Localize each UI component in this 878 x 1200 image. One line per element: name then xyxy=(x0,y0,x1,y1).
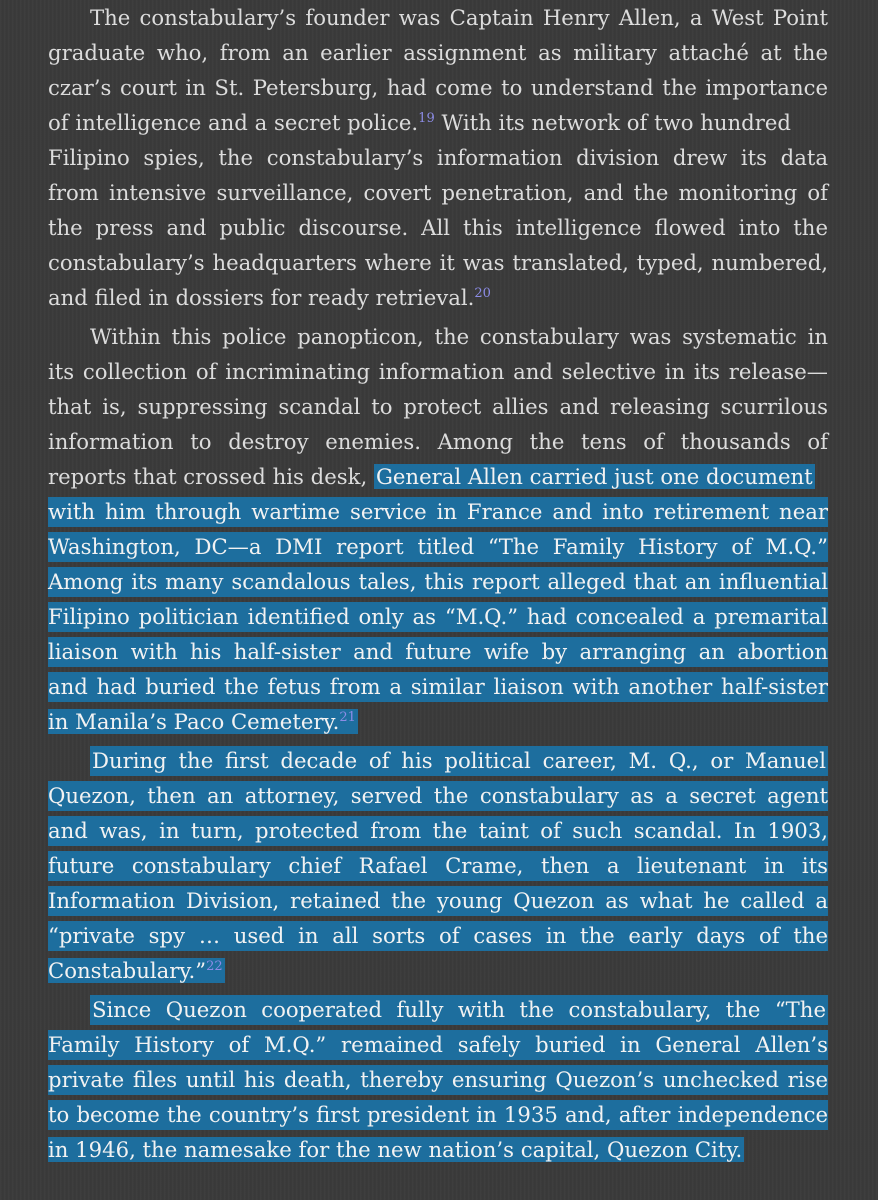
text-segment: reports that crossed his desk, xyxy=(48,464,368,489)
highlighted-line[interactable]: private files until his death, thereby ensuring Quezon’s unchecked rise xyxy=(48,1065,828,1095)
footnote-marker[interactable]: 20 xyxy=(474,286,491,301)
highlighted-text[interactable] xyxy=(48,709,358,734)
highlighted-line[interactable]: Among its many scandalous tales, this report alleged that an influential xyxy=(48,567,828,597)
text-line xyxy=(48,746,828,776)
footnote-marker[interactable]: 22 xyxy=(206,959,223,974)
highlighted-line[interactable]: and was, in turn, protected from the taint of such scandal. In 1903, xyxy=(48,816,828,846)
highlighted-line[interactable]: future constabulary chief Rafael Crame, then a lieutenant in its xyxy=(48,851,828,881)
text-line xyxy=(48,283,828,313)
text-segment: Constabulary.” xyxy=(48,958,207,983)
text-segment: in Manila’s Paco Cemetery. xyxy=(48,709,340,734)
highlighted-line[interactable]: Family History of M.Q.” remained safely buried in General Allen’s xyxy=(48,1030,828,1060)
highlighted-line[interactable]: Filipino politician identified only as “M.Q.” had concealed a premarital xyxy=(48,602,828,632)
text-segment: and filed in dossiers for ready retrieval. xyxy=(48,285,475,310)
text-line: Within this police panopticon, the constabulary was systematic in xyxy=(90,324,828,349)
text-line: information to destroy enemies. Among the tens of thousands of xyxy=(48,429,828,454)
highlighted-text[interactable] xyxy=(48,958,225,983)
highlighted-line[interactable]: During the first decade of his political career, M. Q., or Manuel xyxy=(90,746,828,776)
text-line xyxy=(48,462,828,492)
footnote-marker[interactable]: 19 xyxy=(418,111,435,126)
highlighted-line[interactable]: and had buried the fetus from a similar liaison with another half-sister xyxy=(48,672,828,702)
text-line: its collection of incriminating information and selective in its release— xyxy=(48,359,828,384)
highlighted-text[interactable]: General Allen carried just one document xyxy=(375,464,813,489)
text-line: that is, suppressing scandal to protect allies and releasing scurrilous xyxy=(48,394,828,419)
text-line: constabulary’s headquarters where it was translated, typed, numbered, xyxy=(48,250,828,275)
highlighted-line[interactable]: to become the country’s first president in 1935 and, after independence xyxy=(48,1100,828,1130)
text-line: czar’s court in St. Petersburg, had come to understand the importance xyxy=(48,75,828,100)
highlighted-line[interactable]: with him through wartime service in France and into retirement near xyxy=(48,497,828,527)
highlighted-line[interactable]: Since Quezon cooperated fully with the constabulary, the “The xyxy=(90,995,828,1025)
highlighted-line[interactable]: Information Division, retained the young Quezon as what he called a xyxy=(48,886,828,916)
text-line xyxy=(48,707,828,737)
text-line xyxy=(48,1135,828,1165)
text-line: graduate who, from an earlier assignment as military attaché at the xyxy=(48,40,828,65)
text-line: the press and public discourse. All this intelligence flowed into the xyxy=(48,215,828,240)
text-segment: of intelligence and a secret police. xyxy=(48,110,419,135)
text-line: from intensive surveillance, covert penetration, and the monitoring of xyxy=(48,180,828,205)
highlighted-text[interactable]: in 1946, the namesake for the new nation’s capital, Quezon City. xyxy=(48,1137,743,1162)
text-line xyxy=(48,956,828,986)
footnote-marker[interactable]: 21 xyxy=(339,710,356,725)
text-line xyxy=(48,995,828,1025)
highlighted-line[interactable]: liaison with his half-sister and future wife by arranging an abortion xyxy=(48,637,828,667)
text-segment: With its network of two hundred xyxy=(441,110,791,135)
text-line xyxy=(48,108,828,138)
highlighted-line[interactable]: “private spy … used in all sorts of cases in the early days of the xyxy=(48,921,828,951)
highlighted-line[interactable]: Washington, DC—a DMI report titled “The Family History of M.Q.” xyxy=(48,532,828,562)
highlighted-line[interactable]: Quezon, then an attorney, served the constabulary as a secret agent xyxy=(48,781,828,811)
text-line: The constabulary’s founder was Captain Henry Allen, a West Point xyxy=(90,5,828,30)
text-line: Filipino spies, the constabulary’s information division drew its data xyxy=(48,145,828,170)
